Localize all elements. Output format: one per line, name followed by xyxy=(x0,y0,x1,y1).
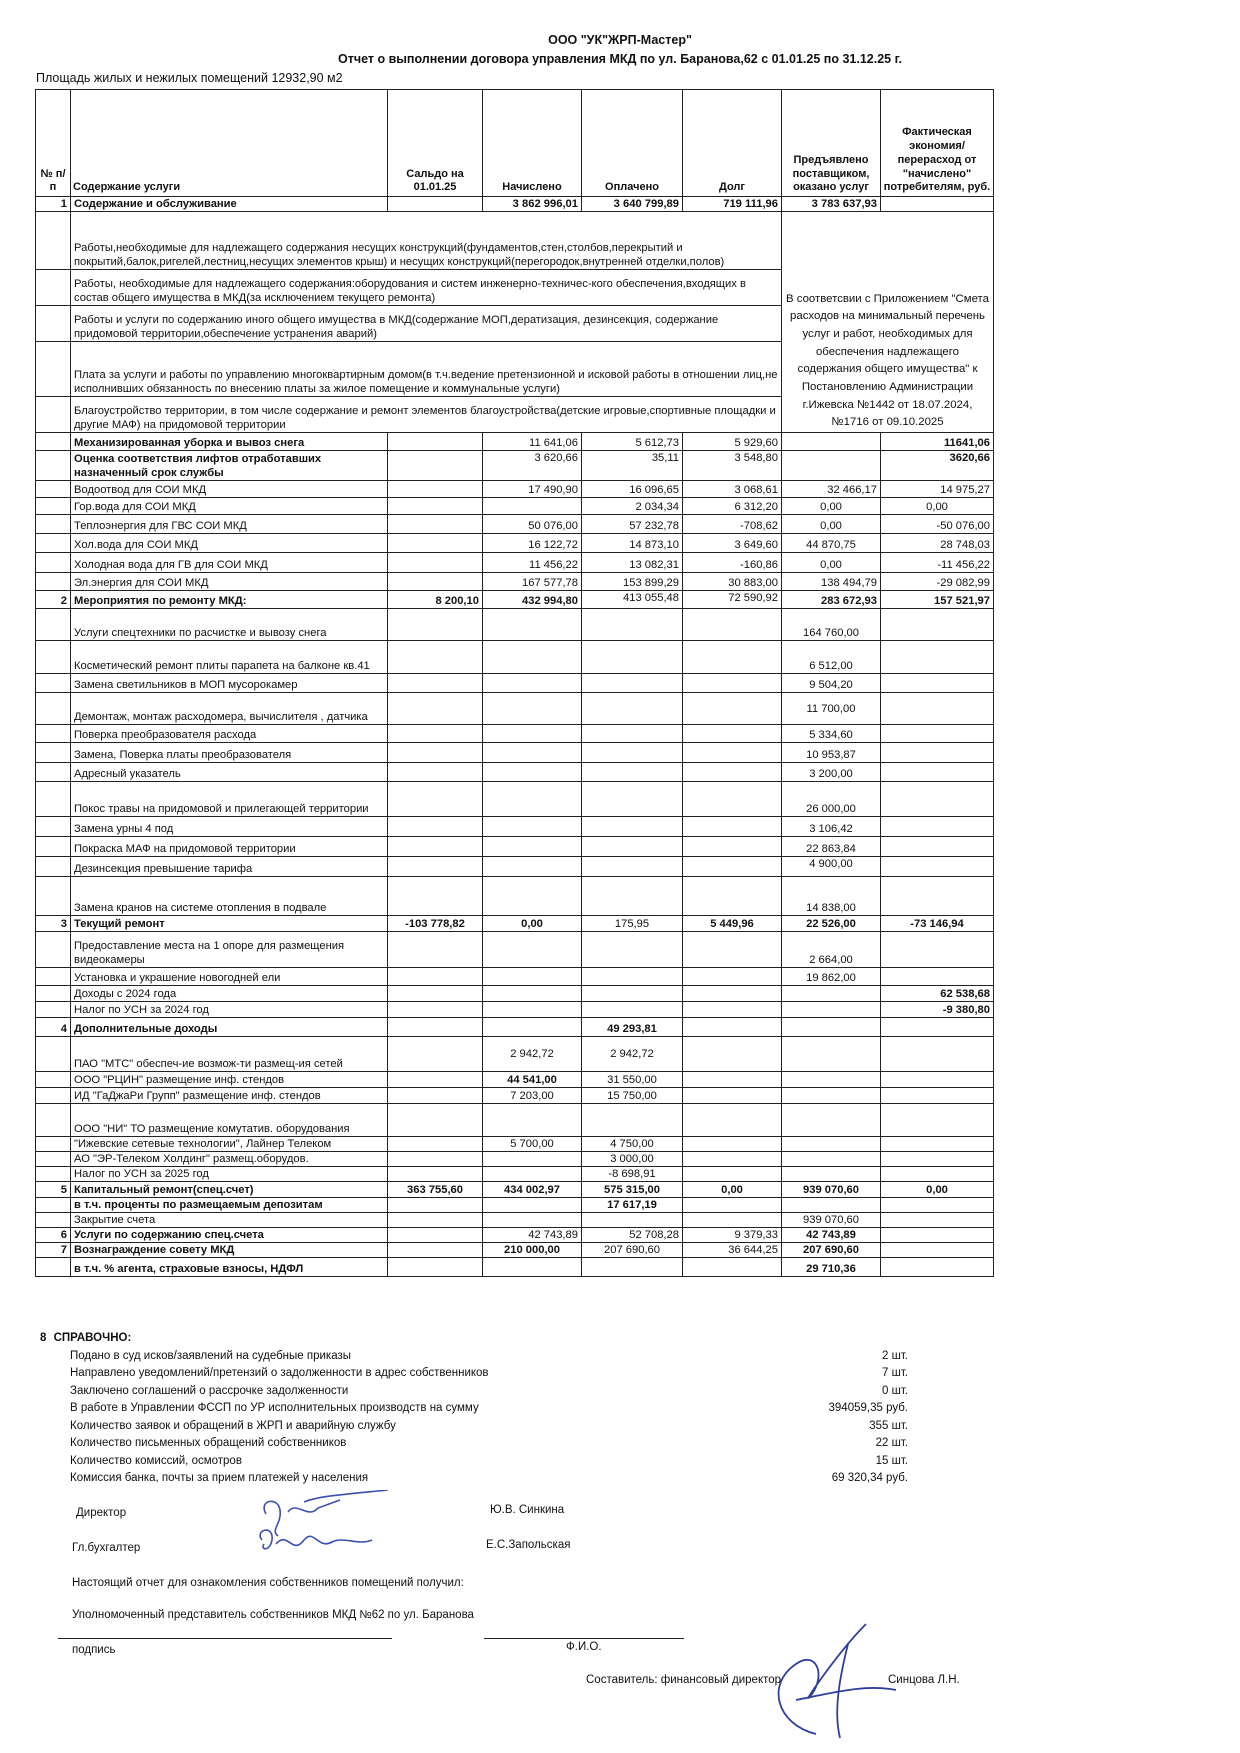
work-item: Работы и услуги по содержанию иного общего имущества в МКД(содержание МОП,дератизация, дезинсекция, содержание придомовой территории,обеспечение устранения аварий) xyxy=(71,306,782,342)
section-row: 7 Вознаграждение совету МКД 210 000,00 207 690,60 36 644,25 207 690,60 xyxy=(36,1243,994,1258)
table-row: Поверка преобразователя расхода 5 334,60 xyxy=(36,725,994,743)
table-row: ООО "РЦИН" размещение инф. стендов 44 541,00 31 550,00 xyxy=(36,1072,994,1088)
fio-line xyxy=(484,1638,684,1639)
col-paid: Оплачено xyxy=(582,90,683,197)
col-service: Содержание услуги xyxy=(71,90,388,197)
director-name: Ю.В. Синкина xyxy=(490,1504,565,1516)
reference-item: Количество заявок и обращений в ЖРП и аварийную службу 355 шт. xyxy=(70,1419,908,1432)
table-row: Косметический ремонт плиты парапета на балконе кв.41 6 512,00 xyxy=(36,641,994,674)
section-row: 2 Мероприятия по ремонту МКД: 8 200,10 432 994,80 413 055,48 72 590,92 283 672,93 157 521,97 xyxy=(36,591,994,609)
section-row: 4 Дополнительные доходы 49 293,81 xyxy=(36,1018,994,1037)
sign-label: подпись xyxy=(72,1644,116,1656)
reference-item: Комиссия банка, почты за прием платежей у населения 69 320,34 руб. xyxy=(70,1472,908,1484)
table-row: в т.ч. % агента, страховые взносы, НДФЛ 29 710,36 xyxy=(36,1258,994,1277)
col-num: № п/п xyxy=(36,90,71,197)
reference-item: Направлено уведомлений/претензий о задолженности в адрес собственников 7 шт. xyxy=(70,1367,908,1379)
director-label: Директор xyxy=(76,1507,127,1519)
table-row: Замена светильников в МОП мусорокамер 9 504,20 xyxy=(36,674,994,693)
table-row: Налог по УСН за 2024 год -9 380,80 xyxy=(36,1002,994,1018)
table-row: Оценка соответствия лифтов отработавших назначенный срок службы 3 620,66 35,11 3 548,80 3620,66 xyxy=(36,451,994,481)
work-item: Работы,необходимые для надлежащего содержания несущих конструкций(фундаментов,стен,столбов,перекрытий и покрытий,балок,ригелей,лестниц,несущих элементов крыш) и несущих конструкций(перегородок,внутренней отделки,полов) xyxy=(71,212,782,270)
accountant-name: Е.С.Запольская xyxy=(486,1539,571,1551)
table-row: Адресный указатель 3 200,00 xyxy=(36,763,994,782)
table-row: ООО "НИ" ТО размещение комутатив. оборудования xyxy=(36,1104,994,1137)
work-item: Плата за услуги и работы по управлению многоквартирным домом(в т.ч.ведение претензионной и исковой работы в отношении лиц,не исполнивших обязанность по внесению платы за жилое помещение и коммунальные услуги) xyxy=(71,342,782,397)
table-row: Эл.энергия для СОИ МКД 167 577,78 153 899,29 30 883,00 138 494,79 -29 082,99 xyxy=(36,573,994,591)
handwritten-signature-icon xyxy=(248,1490,398,1560)
reference-title: СПРАВОЧНО: xyxy=(53,1332,132,1344)
table-row: Теплоэнергия для ГВС СОИ МКД 50 076,00 57 232,78 -708,62 0,00 -50 076,00 xyxy=(36,515,994,534)
compiler-name: Синцова Л.Н. xyxy=(888,1674,960,1686)
table-row: Услуги спецтехники по расчистке и вывозу снега 164 760,00 xyxy=(36,609,994,641)
compiler-signature-icon xyxy=(756,1614,906,1744)
reference-item: Количество комиссий, осмотров 15 шт. xyxy=(70,1454,908,1467)
table-row: в т.ч. проценты по размещаемым депозитам 17 617,19 xyxy=(36,1198,994,1213)
table-row: ИД "ГаДжаРи Групп" размещение инф. стендов 7 203,00 15 750,00 xyxy=(36,1088,994,1104)
col-presented: Предъявлено поставщиком, оказано услуг xyxy=(782,90,881,197)
table-row: Доходы с 2024 года 62 538,68 xyxy=(36,986,994,1002)
section-row: 3 Текущий ремонт -103 778,82 0,00 175,95 5 449,96 22 526,00 -73 146,94 xyxy=(36,916,994,932)
col-economy: Фактическая экономия/перерасход от "начислено" потребителям, руб. xyxy=(881,90,994,197)
table-row: Предоставление места на 1 опоре для размещения видеокамеры 2 664,00 xyxy=(36,932,994,968)
table-row: Закрытие счета 939 070,60 xyxy=(36,1213,994,1228)
table-row: Замена, Поверка платы преобразователя 10 953,87 xyxy=(36,743,994,763)
table-row: Гор.вода для СОИ МКД 2 034,34 6 312,20 0,00 0,00 xyxy=(36,498,994,515)
table-row: Хол.вода для СОИ МКД 16 122,72 14 873,10 3 649,60 44 870,75 28 748,03 xyxy=(36,534,994,553)
section-row: 6 Услуги по содержанию спец.счета 42 743,89 52 708,28 9 379,33 42 743,89 xyxy=(36,1228,994,1243)
reference-item: Количество письменных обращений собственников 22 шт. xyxy=(70,1437,908,1449)
report-title: Отчет о выполнении договора управления МКД по ул. Баранова,62 с 01.01.25 по 31.12.25 г. xyxy=(337,52,902,66)
company-name: ООО "УК"ЖРП-Мастер" xyxy=(548,33,692,47)
table-row: Установка и украшение новогодней ели 19 862,00 xyxy=(36,968,994,986)
table-row: Демонтаж, монтаж расходомера, вычислителя , датчика 11 700,00 xyxy=(36,693,994,725)
col-debt: Долг xyxy=(683,90,782,197)
regulation-note: В соответсвии с Приложением "Смета расходов на минимальный перечень услуг и работ, необходимых для обеспечения надлежащего содержания общего имущества" к Постановлению Администрации г.Ижевска №1442 от 18.07.2024, №1716 от 09.10.2025 xyxy=(782,212,994,433)
reference-item: В работе в Управлении ФССП по УР исполнительных производств на сумму 394059,35 руб. xyxy=(70,1402,908,1414)
table-row: Налог по УСН за 2025 год -8 698,91 xyxy=(36,1167,994,1182)
accountant-label: Гл.бухгалтер xyxy=(72,1542,141,1554)
reference-item: Подано в суд исков/заявлений на судебные приказы 2 шт. xyxy=(70,1349,908,1362)
area-line: Площадь жилых и нежилых помещений 12932,90 м2 xyxy=(36,71,343,85)
table-row: Покос травы на придомовой и прилегающей территории 26 000,00 xyxy=(36,782,994,817)
representative-text: Уполномоченный представитель собственников МКД №62 по ул. Баранова xyxy=(72,1609,474,1621)
section-row: 5 Капитальный ремонт(спец.счет) 363 755,60 434 002,97 575 315,00 0,00 939 070,60 0,00 xyxy=(36,1182,994,1198)
receipt-text: Настоящий отчет для ознакомления собственников помещений получил: xyxy=(72,1577,464,1589)
table-row: Механизированная уборка и вывоз снега 11 641,06 5 612,73 5 929,60 11641,06 xyxy=(36,433,994,451)
table-row: ПАО "МТС" обеспеч-ие возмож-ти размещ-ия сетей 2 942,72 2 942,72 xyxy=(36,1037,994,1072)
fio-label: Ф.И.О. xyxy=(566,1641,602,1653)
table-row: Покраска МАФ на придомовой территории 22 863,84 xyxy=(36,837,994,857)
table-row: Замена кранов на системе отопления в подвале 14 838,00 xyxy=(36,877,994,916)
report-table xyxy=(35,89,994,1277)
table-row: "Ижевские сетевые технологии", Лайнер Телеком 5 700,00 4 750,00 xyxy=(36,1137,994,1152)
reference-item: Заключено соглашений о рассрочке задолженности 0 шт. xyxy=(70,1384,908,1397)
section-row: 1 Содержание и обслуживание 3 862 996,01 3 640 799,89 719 111,96 3 783 637,93 xyxy=(36,197,994,212)
table-row: АО "ЭР-Телеком Холдинг" размещ.оборудов. 3 000,00 xyxy=(36,1152,994,1167)
col-saldo: Сальдо на 01.01.25 xyxy=(388,90,483,197)
table-row: Дезинсекция превышение тарифа 4 900,00 xyxy=(36,857,994,877)
compiler-label: Составитель: финансовый директор xyxy=(586,1674,782,1686)
signature-line xyxy=(58,1638,392,1639)
table-row: Замена урны 4 под 3 106,42 xyxy=(36,817,994,837)
work-item: Работы, необходимые для надлежащего содержания:оборудования и систем инженерно-техничес-кого обеспечения,входящих в состав общего имущества в МКД(за исключением текущего ремонта) xyxy=(71,270,782,306)
col-charged: Начислено xyxy=(483,90,582,197)
table-row: Холодная вода для ГВ для СОИ МКД 11 456,22 13 082,31 -160,86 0,00 -11 456,22 xyxy=(36,553,994,573)
work-item: Благоустройство территории, в том числе содержание и ремонт элементов благоустройства(детские игровые,спортивные площадки и другие МАФ) на придомовой территории xyxy=(71,397,782,433)
reference-num: 8 xyxy=(40,1332,47,1344)
reference-section xyxy=(40,1332,938,1490)
table-row: Водоотвод для СОИ МКД 17 490,90 16 096,65 3 068,61 32 466,17 14 975,27 xyxy=(36,481,994,498)
